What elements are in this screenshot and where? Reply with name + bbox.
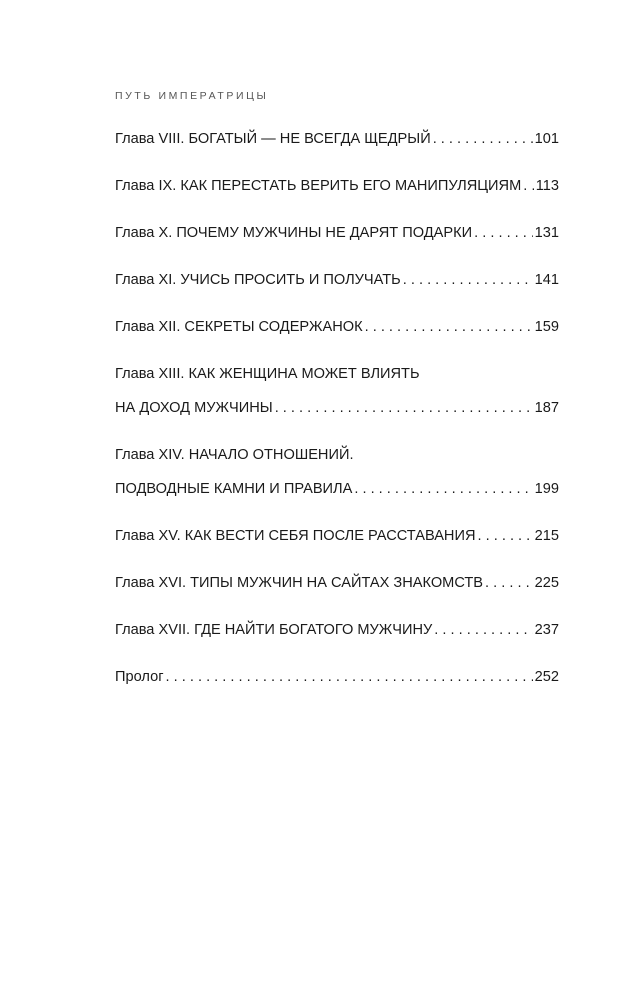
toc-entry <box>115 619 559 642</box>
toc-page-number: 252 <box>534 669 559 685</box>
toc-entry <box>115 363 559 420</box>
toc-entry <box>115 666 559 689</box>
toc-page-number: 101 <box>534 131 559 147</box>
toc-entry <box>115 316 559 339</box>
toc-line <box>115 269 559 292</box>
toc-entry <box>115 175 559 198</box>
dot-leader <box>523 175 534 198</box>
dot-leader <box>474 222 533 245</box>
toc-page-number: 187 <box>534 400 559 416</box>
table-of-contents <box>115 128 559 713</box>
toc-entry-title: Глава XIV. НАЧАЛО ОТНОШЕНИЙ. <box>115 447 354 463</box>
dot-leader <box>403 269 533 292</box>
dot-leader <box>166 666 533 689</box>
toc-entry <box>115 128 559 151</box>
toc-line <box>115 316 559 339</box>
dot-leader <box>478 525 533 548</box>
toc-page-number: 225 <box>534 575 559 591</box>
dot-leader <box>434 619 532 642</box>
dot-leader <box>365 316 533 339</box>
toc-entry-title: Глава XVI. ТИПЫ МУЖЧИН НА САЙТАХ ЗНАКОМСТВ <box>115 575 484 591</box>
toc-page-number: 159 <box>534 319 559 335</box>
toc-entry-title: Глава IX. КАК ПЕРЕСТАТЬ ВЕРИТЬ ЕГО МАНИПУЛЯЦИЯМ <box>115 178 522 194</box>
toc-page-number: 141 <box>534 272 559 288</box>
toc-line <box>115 222 559 245</box>
toc-entry <box>115 222 559 245</box>
toc-page-number: 131 <box>534 225 559 241</box>
dot-leader <box>354 478 532 501</box>
toc-entry-title: Глава XI. УЧИСЬ ПРОСИТЬ И ПОЛУЧАТЬ <box>115 272 401 288</box>
toc-entry-title-continued: НА ДОХОД МУЖЧИНЫ <box>115 400 273 416</box>
toc-line <box>115 666 559 689</box>
toc-page-number: 215 <box>534 528 559 544</box>
toc-line <box>115 619 559 642</box>
toc-line <box>115 175 559 198</box>
dot-leader <box>275 397 533 420</box>
dot-leader <box>433 128 533 151</box>
dot-leader <box>485 572 533 595</box>
toc-line <box>115 478 559 501</box>
toc-entry-title: Глава XIII. КАК ЖЕНЩИНА МОЖЕТ ВЛИЯТЬ <box>115 366 420 382</box>
toc-entry <box>115 269 559 292</box>
toc-page-number: 199 <box>534 481 559 497</box>
toc-entry-title-continued: ПОДВОДНЫЕ КАМНИ И ПРАВИЛА <box>115 481 353 497</box>
toc-page-number: 113 <box>535 178 559 194</box>
toc-entry <box>115 572 559 595</box>
running-head: ПУТЬ ИМПЕРАТРИЦЫ <box>115 90 269 102</box>
toc-entry-title: Глава X. ПОЧЕМУ МУЖЧИНЫ НЕ ДАРЯТ ПОДАРКИ <box>115 225 473 241</box>
toc-line <box>115 572 559 595</box>
toc-entry <box>115 444 559 501</box>
toc-line <box>115 128 559 151</box>
toc-line <box>115 525 559 548</box>
toc-line <box>115 363 559 386</box>
toc-entry-title: Глава XII. СЕКРЕТЫ СОДЕРЖАНОК <box>115 319 363 335</box>
toc-page-number: 237 <box>534 622 559 638</box>
toc-entry-title: Глава VIII. БОГАТЫЙ — НЕ ВСЕГДА ЩЕДРЫЙ <box>115 131 431 147</box>
toc-line <box>115 397 559 420</box>
toc-entry-title: Пролог <box>115 669 164 685</box>
toc-entry <box>115 525 559 548</box>
toc-entry-title: Глава XVII. ГДЕ НАЙТИ БОГАТОГО МУЖЧИНУ <box>115 622 433 638</box>
toc-line <box>115 444 559 467</box>
toc-entry-title: Глава XV. КАК ВЕСТИ СЕБЯ ПОСЛЕ РАССТАВАНИЯ <box>115 528 476 544</box>
